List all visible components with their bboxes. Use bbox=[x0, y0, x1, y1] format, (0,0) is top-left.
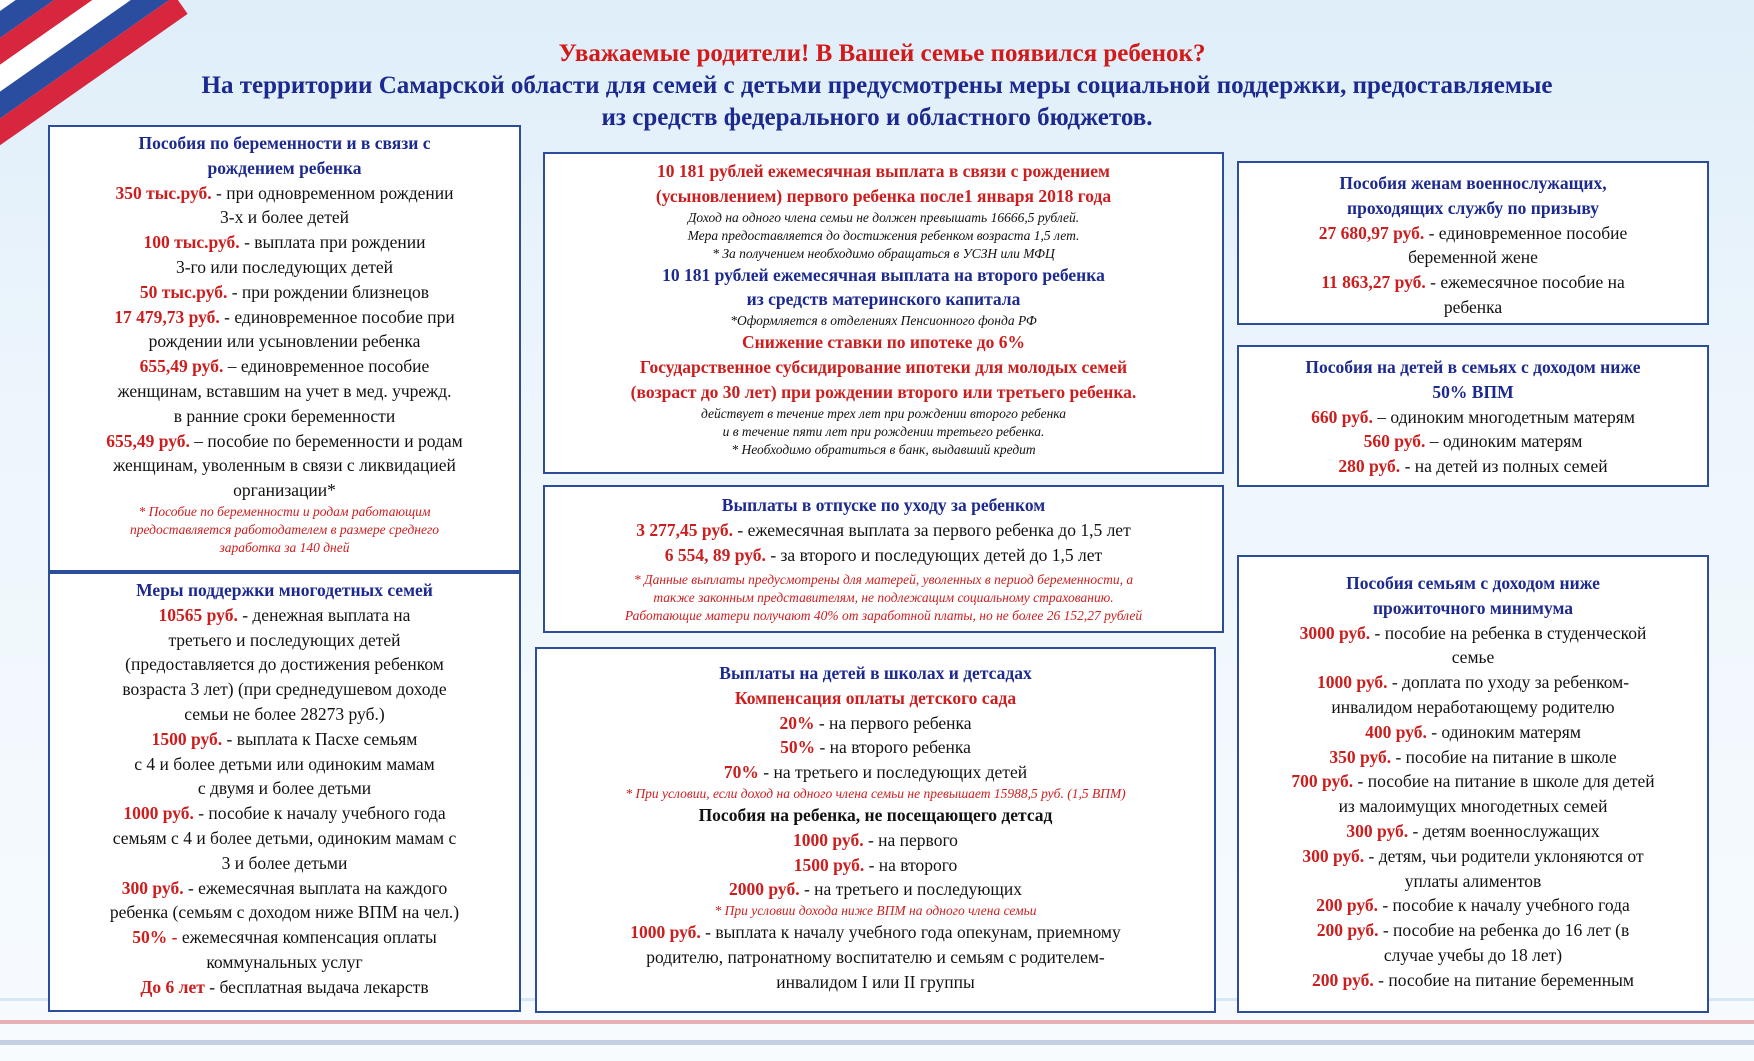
benefit-line: ребенка (семьям с доходом ниже ВПМ на чел.) bbox=[109, 902, 460, 923]
benefit-text: - пособие на питание в школе bbox=[1391, 746, 1617, 767]
mortgage-title: Снижение ставки по ипотеке до 6% bbox=[742, 332, 1025, 353]
benefit-line bbox=[543, 920, 1208, 945]
benefit-line bbox=[543, 828, 1208, 853]
benefit-text: - за второго и последующих детей до 1,5 лет bbox=[765, 544, 1103, 565]
amount-value: 1500 руб. bbox=[793, 854, 865, 875]
amount-value: 200 руб. bbox=[1316, 920, 1379, 941]
amount-value: 10565 руб. bbox=[158, 604, 238, 625]
box-title: из средств материнского капитала bbox=[746, 289, 1021, 310]
benefit-line: семьям с 4 и более детьми, одиноким мамам с bbox=[112, 827, 457, 848]
benefit-line: с 4 и более детьми или одиноким мамам bbox=[134, 753, 435, 774]
benefit-line bbox=[1245, 844, 1701, 869]
box-title: Пособия женам военнослужащих, bbox=[1339, 173, 1607, 193]
benefit-line: из малоимущих многодетных семей bbox=[1338, 796, 1608, 817]
amount-value: 300 руб. bbox=[121, 877, 184, 898]
benefit-text: - одиноким матерям bbox=[1426, 721, 1581, 742]
benefit-line bbox=[56, 727, 513, 752]
benefit-line bbox=[1245, 968, 1701, 993]
benefit-line: женщинам, уволенным в связи с ликвидацией bbox=[113, 455, 456, 476]
amount-value: 400 руб. bbox=[1365, 721, 1427, 742]
header-line-2: На территории Самарской области для семей с детьми предусмотрены меры социальной поддержки, предоставляемые bbox=[201, 72, 1553, 99]
benefit-line: инвалидом I или II группы bbox=[776, 971, 975, 992]
benefit-line bbox=[543, 735, 1208, 760]
benefit-text: - доплата по уходу за ребенком- bbox=[1387, 672, 1630, 693]
benefit-line: 3-го или последующих детей bbox=[175, 256, 393, 277]
footnote: * При условии, если доход на одного члена семьи не превышает 15988,5 руб. (1,5 ВПМ) bbox=[625, 785, 1126, 801]
benefit-line bbox=[1245, 670, 1701, 695]
condition-line: *Оформляется в отделениях Пенсионного фонда РФ bbox=[730, 313, 1037, 329]
benefit-line bbox=[56, 429, 513, 454]
benefit-line: коммунальных услуг bbox=[206, 951, 363, 972]
benefit-line: случае учебы до 18 лет) bbox=[1383, 944, 1563, 965]
benefit-line bbox=[56, 925, 513, 950]
box-title: Меры поддержки многодетных семей bbox=[136, 580, 433, 600]
amount-value: 3000 руб. bbox=[1299, 622, 1371, 643]
benefit-line bbox=[1245, 621, 1701, 646]
benefit-text: - на второго ребенка bbox=[815, 737, 971, 758]
childcare-leave-box bbox=[543, 485, 1224, 633]
header-line-1: Уважаемые родители! В Вашей семье появился ребенок? bbox=[558, 40, 1206, 67]
benefit-text: - на первого bbox=[863, 829, 958, 850]
benefit-line bbox=[56, 230, 513, 255]
box-title: прожиточного минимума bbox=[1372, 597, 1574, 618]
amount-value: 280 руб. bbox=[1338, 456, 1401, 477]
amount-value: 2000 руб. bbox=[729, 879, 800, 900]
benefit-text: - выплата к Пасхе семьям bbox=[222, 728, 418, 749]
benefit-text: - пособие на ребенка до 16 лет (в bbox=[1378, 920, 1630, 941]
amount-value: 1500 руб. bbox=[151, 728, 223, 749]
header-line-3: из средств федерального и областного бюджетов. bbox=[601, 104, 1153, 131]
benefit-line bbox=[1245, 270, 1701, 295]
benefit-line: женщинам, вставшим на учет в мед. учрежд. bbox=[117, 380, 452, 401]
benefit-text: - ежемесячная выплата на каждого bbox=[183, 877, 448, 898]
amount-value: 6 554, 89 руб. bbox=[664, 544, 766, 565]
benefit-line bbox=[543, 711, 1208, 736]
benefit-text: - единовременное пособие при bbox=[219, 306, 455, 327]
condition-line: * Необходимо обратиться в банк, выдавший кредит bbox=[731, 441, 1036, 457]
box-title: 10 181 рублей ежемесячная выплата на второго ребенка bbox=[662, 264, 1105, 285]
benefit-text: - единовременное пособие bbox=[1424, 222, 1628, 243]
low-income-50-box bbox=[1237, 345, 1709, 487]
benefit-text: - пособие на ребенка в студенческой bbox=[1370, 622, 1647, 643]
benefit-text: - детям военнослужащих bbox=[1408, 820, 1600, 841]
footnote: также законным представителям, не подлежащим социальному страхованию. bbox=[653, 590, 1114, 606]
benefit-text: - детям, чьи родители уклоняются от bbox=[1364, 845, 1644, 866]
amount-value: 300 руб. bbox=[1346, 820, 1409, 841]
benefit-line bbox=[56, 354, 513, 379]
benefit-text: – единовременное пособие bbox=[223, 356, 430, 377]
benefit-line: 3 и более детьми bbox=[221, 852, 348, 873]
amount-value: 655,49 руб. bbox=[139, 356, 224, 377]
box-title: 50% ВПМ bbox=[1432, 381, 1514, 402]
benefit-line bbox=[56, 801, 513, 826]
amount-value: 50% - bbox=[132, 927, 178, 948]
benefit-text: - выплата при рождении bbox=[239, 232, 426, 253]
benefit-text: - на третьего и последующих bbox=[799, 879, 1022, 900]
amount-value: 350 тыс.руб. bbox=[115, 182, 212, 203]
amount-value: 70% bbox=[723, 762, 759, 783]
condition-line: * За получением необходимо обращаться в УСЗН или МФЦ bbox=[712, 245, 1055, 261]
benefit-line bbox=[551, 518, 1216, 543]
amount-value: 655,49 руб. bbox=[106, 430, 190, 451]
benefit-text: – одиноким матерям bbox=[1425, 431, 1583, 452]
benefit-text: - бесплатная выдача лекарств bbox=[204, 976, 429, 997]
condition-line: и в течение пяти лет при рождении третьего ребенка. bbox=[722, 423, 1045, 439]
benefit-text: - пособие к началу учебного года bbox=[193, 803, 446, 824]
condition-line: Мера предоставляется до достижения ребенком возраста 1,5 лет. bbox=[687, 227, 1080, 243]
amount-value: 1000 руб. bbox=[123, 803, 194, 824]
benefit-line: организации* bbox=[233, 480, 336, 501]
box-title: Пособия на детей в семьях с доходом ниже bbox=[1305, 357, 1641, 377]
benefit-text: - выплата к началу учебного года опекунам, приемному bbox=[700, 922, 1121, 943]
amount-value: 1000 руб. bbox=[1316, 672, 1388, 693]
monthly-payments-box bbox=[543, 152, 1224, 474]
benefit-text: - ежемесячная выплата за первого ребенка до 1,5 лет bbox=[733, 519, 1131, 540]
benefit-text: - при рождении близнецов bbox=[227, 281, 430, 302]
amount-value: 200 руб. bbox=[1316, 895, 1378, 916]
benefit-line: инвалидом неработающему родителю bbox=[1331, 696, 1615, 717]
amount-value: 11 863,27 руб. bbox=[1321, 272, 1426, 293]
amount-value: 300 руб. bbox=[1302, 845, 1365, 866]
amount-value: До 6 лет bbox=[140, 976, 205, 997]
benefit-line: ребенка bbox=[1443, 296, 1503, 317]
amount-value: 20% bbox=[779, 712, 815, 733]
box-title: рождением ребенка bbox=[207, 157, 362, 178]
benefit-text: - денежная выплата на bbox=[237, 604, 411, 625]
mortgage-title: Государственное субсидирование ипотеки для молодых семей bbox=[639, 356, 1128, 377]
benefit-text: - на первого ребенка bbox=[814, 712, 972, 733]
benefit-line: третьего и последующих детей bbox=[168, 629, 401, 650]
footnote: предоставляется работодателем в размере среднего bbox=[130, 521, 439, 537]
benefit-line bbox=[1245, 454, 1701, 479]
large-families-box bbox=[48, 572, 521, 1012]
benefit-line: родителю, патронатному воспитателю и семьям с родителем- bbox=[646, 946, 1105, 967]
benefit-line bbox=[551, 543, 1216, 568]
amount-value: 17 479,73 руб. bbox=[114, 306, 220, 327]
box-subtitle: Компенсация оплаты детского сада bbox=[734, 687, 1017, 708]
amount-value: 1000 руб. bbox=[793, 829, 864, 850]
condition-line: действует в течение трех лет при рождении второго ребенка bbox=[700, 405, 1067, 421]
benefit-line bbox=[1245, 918, 1701, 943]
benefit-line bbox=[1245, 893, 1701, 918]
footnote: * Пособие по беременности и родам работающим bbox=[138, 503, 431, 519]
box-title: Пособия семьям с доходом ниже bbox=[1346, 573, 1600, 593]
benefit-line: уплаты алиментов bbox=[1404, 870, 1542, 891]
benefit-text: - пособие к началу учебного года bbox=[1377, 895, 1630, 916]
amount-value: 50 тыс.руб. bbox=[139, 281, 228, 302]
box-title: проходящих службу по призыву bbox=[1347, 197, 1599, 218]
benefit-line bbox=[56, 280, 513, 305]
benefit-line bbox=[56, 305, 513, 330]
amount-value: 560 руб. bbox=[1363, 431, 1426, 452]
benefit-text: - на третьего и последующих детей bbox=[758, 762, 1028, 783]
box-title: Выплаты в отпуске по уходу за ребенком bbox=[721, 495, 1046, 515]
low-income-subsistence-box bbox=[1237, 555, 1709, 1013]
amount-value: 50% bbox=[780, 737, 816, 758]
benefit-line: возраста 3 лет) (при среднедушевом доходе bbox=[122, 679, 447, 700]
benefit-line: с двумя и более детьми bbox=[197, 778, 372, 799]
amount-value: 27 680,97 руб. bbox=[1318, 222, 1425, 243]
benefit-text: - на второго bbox=[864, 854, 958, 875]
box-title: Выплаты на детей в школах и детсадах bbox=[719, 663, 1032, 683]
benefit-line: беременной жене bbox=[1408, 247, 1538, 268]
amount-value: 3 277,45 руб. bbox=[636, 519, 734, 540]
benefit-line bbox=[1245, 745, 1701, 770]
mortgage-title: (возраст до 30 лет) при рождении второго или третьего ребенка. bbox=[630, 381, 1137, 402]
benefit-line bbox=[1245, 769, 1701, 794]
decor-stripe bbox=[0, 1040, 1754, 1045]
footnote: Работающие матери получают 40% от заработной платы, но не более 26 152,27 рублей bbox=[624, 608, 1143, 624]
benefit-line bbox=[1245, 221, 1701, 246]
benefit-text: - пособие на питание беременным bbox=[1373, 969, 1634, 990]
amount-value: 1000 руб. bbox=[630, 922, 701, 943]
amount-value: 350 руб. bbox=[1329, 746, 1392, 767]
benefit-text: - пособие на питание в школе для детей bbox=[1353, 771, 1655, 792]
benefit-line bbox=[543, 853, 1208, 878]
schools-kindergartens-box bbox=[535, 647, 1216, 1013]
box-subtitle: Пособия на ребенка, не посещающего детсад bbox=[698, 804, 1053, 825]
benefit-text: ежемесячная компенсация оплаты bbox=[177, 927, 437, 948]
box-title: (усыновлением) первого ребенка после1 января 2018 года bbox=[655, 185, 1112, 206]
amount-value: 100 тыс.руб. bbox=[143, 232, 240, 253]
footnote: * При условии дохода ниже ВПМ на одного члена семьи bbox=[714, 903, 1037, 919]
benefit-text: – пособие по беременности и родам bbox=[189, 430, 463, 451]
benefit-line bbox=[56, 975, 513, 1000]
benefit-text: - при одновременном рождении bbox=[211, 182, 454, 203]
footnote: заработка за 140 дней bbox=[219, 539, 350, 555]
amount-value: 200 руб. bbox=[1312, 969, 1374, 990]
benefit-line bbox=[1245, 720, 1701, 745]
military-wives-box bbox=[1237, 161, 1709, 325]
footnote: * Данные выплаты предусмотрены для матерей, уволенных в период беременности, а bbox=[633, 572, 1134, 588]
benefit-line: 3-х и более детей bbox=[220, 207, 349, 228]
amount-value: 700 руб. bbox=[1291, 771, 1354, 792]
benefit-line: (предоставляется до достижения ребенком bbox=[125, 654, 444, 675]
box-title: Пособия по беременности и в связи с bbox=[138, 133, 431, 153]
box-title: 10 181 рублей ежемесячная выплата в связи с рождением bbox=[657, 161, 1110, 181]
benefit-line bbox=[1245, 405, 1701, 430]
benefit-line: семье bbox=[1451, 647, 1495, 668]
benefit-text: - ежемесячное пособие на bbox=[1425, 272, 1625, 293]
condition-line: Доход на одного члена семьи не должен превышать 16666,5 рублей. bbox=[687, 209, 1080, 225]
benefit-line: семьи не более 28273 руб.) bbox=[184, 703, 385, 724]
benefit-line bbox=[1245, 429, 1701, 454]
benefit-line: рождении или усыновлении ребенка bbox=[148, 331, 421, 352]
benefit-line bbox=[56, 181, 513, 206]
amount-value: 660 руб. bbox=[1311, 406, 1373, 427]
decor-stripe bbox=[0, 1020, 1754, 1024]
benefit-line bbox=[56, 876, 513, 901]
benefit-line bbox=[1245, 819, 1701, 844]
benefit-line bbox=[543, 877, 1208, 902]
page-header bbox=[0, 38, 1754, 134]
benefit-text: - на детей из полных семей bbox=[1400, 456, 1608, 477]
benefit-text: – одиноким многодетным матерям bbox=[1372, 406, 1635, 427]
pregnancy-benefits-box bbox=[48, 125, 521, 572]
benefit-line bbox=[543, 760, 1208, 785]
benefit-line bbox=[56, 603, 513, 628]
benefit-line: в ранние сроки беременности bbox=[173, 405, 396, 426]
